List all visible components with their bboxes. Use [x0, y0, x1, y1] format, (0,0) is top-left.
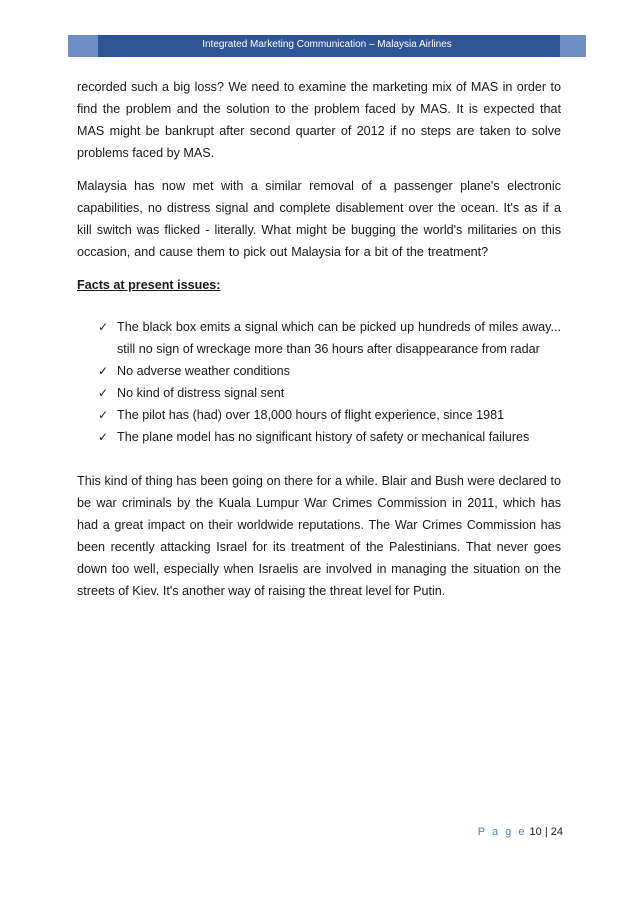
paragraph-2: Malaysia has now met with a similar removal of a passenger plane's electronic capabilities, no distress signal and complete disablement over the ocean. It's as if a kill switch was flicked - literally. What might be bugging the world's militaries on this occasion, and cause them to pick out Malaysia for a bit of the treatment? [77, 179, 561, 259]
list-item [98, 404, 561, 426]
checkmark-icon: ✓ [98, 408, 109, 422]
page-footer [478, 826, 563, 838]
checkmark-icon: ✓ [98, 320, 109, 334]
page-separator: | [544, 826, 548, 838]
paragraph-1: recorded such a big loss? We need to examine the marketing mix of MAS in order to find the problem and the solution to the problem faced by MAS. It is expected that MAS might be bankrupt after second quarter of 2012 if no steps are taken to solve problems faced by MAS. [77, 80, 561, 160]
fact-text: The black box emits a signal which can be picked up hundreds of miles away... still no sign of wreckage more than 36 hours after disappearance from radar [117, 320, 561, 356]
list-item [98, 426, 561, 448]
list-item [98, 316, 561, 360]
fact-text: The plane model has no significant history of safety or mechanical failures [117, 430, 530, 444]
list-item [98, 360, 561, 382]
page-number: 10 [529, 826, 542, 838]
total-pages: 24 [550, 826, 563, 838]
page-label: P a g e [477, 826, 527, 838]
fact-text: The pilot has (had) over 18,000 hours of flight experience, since 1981 [117, 408, 505, 422]
document-body [77, 76, 561, 613]
header-accent-right [560, 35, 586, 57]
list-item [98, 382, 561, 404]
checkmark-icon: ✓ [98, 430, 109, 444]
facts-list [77, 316, 561, 448]
facts-heading: Facts at present issues: [77, 278, 221, 292]
fact-text: No adverse weather conditions [117, 364, 290, 378]
checkmark-icon: ✓ [98, 386, 109, 400]
checkmark-icon: ✓ [98, 364, 109, 378]
paragraph-3: This kind of thing has been going on there for a while. Blair and Bush were declared to be war criminals by the Kuala Lumpur War Crimes Commission in 2011, which has had a great impact on their worldwide reputations. The War Crimes Commission has been recently attacking Israel for its treatment of the Palestinians. That never goes down too well, especially when Israelis are involved in managing the situation on the streets of Kiev. It's another way of raising the threat level for Putin. [77, 474, 561, 598]
page-header [68, 35, 586, 57]
fact-text: No kind of distress signal sent [117, 386, 285, 400]
header-title: Integrated Marketing Communication – Malaysia Airlines [202, 39, 452, 50]
